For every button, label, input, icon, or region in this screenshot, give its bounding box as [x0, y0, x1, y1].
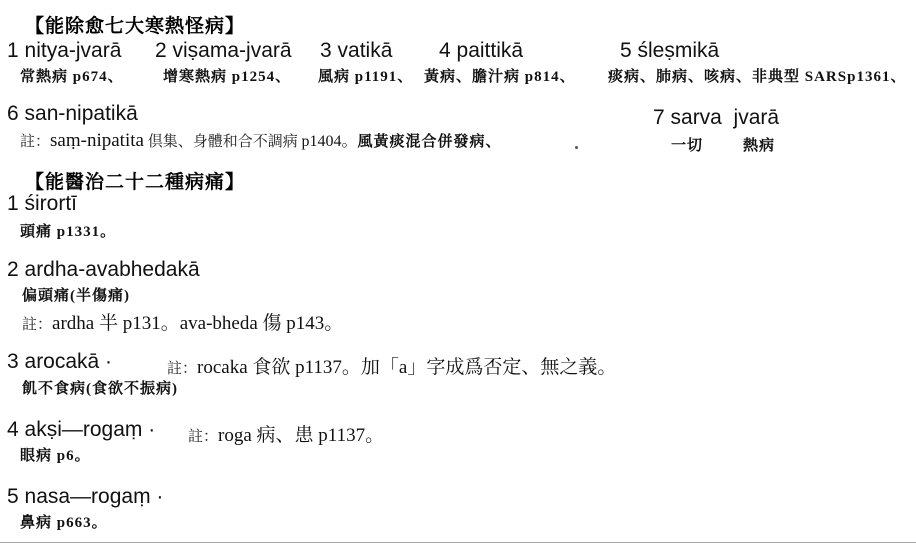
note-text: rocaka 食欲 p1137。加「a」字成爲否定、無之義。	[197, 357, 617, 378]
section1-header: 【能除愈七大寒熱怪病】	[25, 16, 246, 37]
note-label: 註：	[167, 361, 198, 377]
gloss-arocaka: 飢不食病(食欲不振病)	[22, 381, 178, 397]
bottom-scan-edge	[0, 542, 916, 543]
section2-header: 【能醫治二十二種病痛】	[25, 172, 246, 193]
gloss-sarva-left: 一切	[671, 138, 704, 154]
gloss-ardha: 偏頭痛(半傷痛)	[22, 288, 130, 304]
term-paittika: 4 paittikā	[439, 39, 524, 62]
note-page: p1404。	[301, 133, 358, 150]
term-arocaka: 3 arocakā ·	[7, 350, 113, 373]
note-san-nipatika	[20, 128, 501, 152]
note-latin: saṃ-nipatita	[50, 130, 144, 151]
gloss-aksi: 眼病 p6。	[20, 448, 91, 464]
note-arocaka	[167, 352, 616, 379]
note-label: 註：	[188, 429, 219, 445]
gloss-nasa: 鼻病 p663。	[20, 515, 108, 531]
note-cjk-light: 倶集、身體和合不調病	[143, 134, 302, 150]
note-aksi	[188, 420, 384, 447]
gloss-slesmika: 痰病、肺病、咳病、非典型 SARSp1361、	[608, 69, 907, 85]
gloss-nitya: 常熱病 p674、	[20, 69, 124, 85]
term-sirorti: 1 śirortī	[7, 192, 78, 215]
note-ardha	[22, 308, 343, 335]
term-nasa-rogam: 5 nasa—rogaṃ ·	[7, 485, 164, 508]
term-slesmika: 5 śleṣmikā	[620, 39, 720, 62]
note-label: 註：	[22, 317, 53, 333]
stray-ink-dot	[575, 146, 578, 149]
gloss-sirorti: 頭痛 p1331。	[20, 224, 117, 240]
gloss-visama: 增寒熱病 p1254、	[163, 69, 292, 85]
term-visama-jvara: 2 viṣama-jvarā	[155, 39, 292, 62]
term-sarva-jvara: 7 sarva jvarā	[653, 106, 780, 129]
note-label: 註：	[20, 134, 51, 150]
term-vatika: 3 vatikā	[320, 39, 393, 62]
term-san-nipatika: 6 san-nipatikā	[7, 102, 138, 125]
gloss-vatika: 風病 p1191、	[318, 69, 414, 85]
note-text: roga 病、患 p1137。	[218, 425, 385, 446]
note-cjk-bold: 風黃痰混合併發病、	[357, 134, 502, 150]
term-ardha-avabhedaka: 2 ardha-avabhedakā	[7, 258, 200, 281]
term-aksi-rogam: 4 akṣi—rogaṃ ·	[7, 418, 156, 441]
gloss-paittika: 黃病、膽汁病 p814、	[424, 69, 576, 85]
note-text: ardha 半 p131。ava-bheda 傷 p143。	[52, 313, 344, 334]
term-nitya-jvara: 1 nitya-jvarā	[7, 39, 122, 62]
gloss-sarva-right: 熱病	[743, 138, 776, 154]
